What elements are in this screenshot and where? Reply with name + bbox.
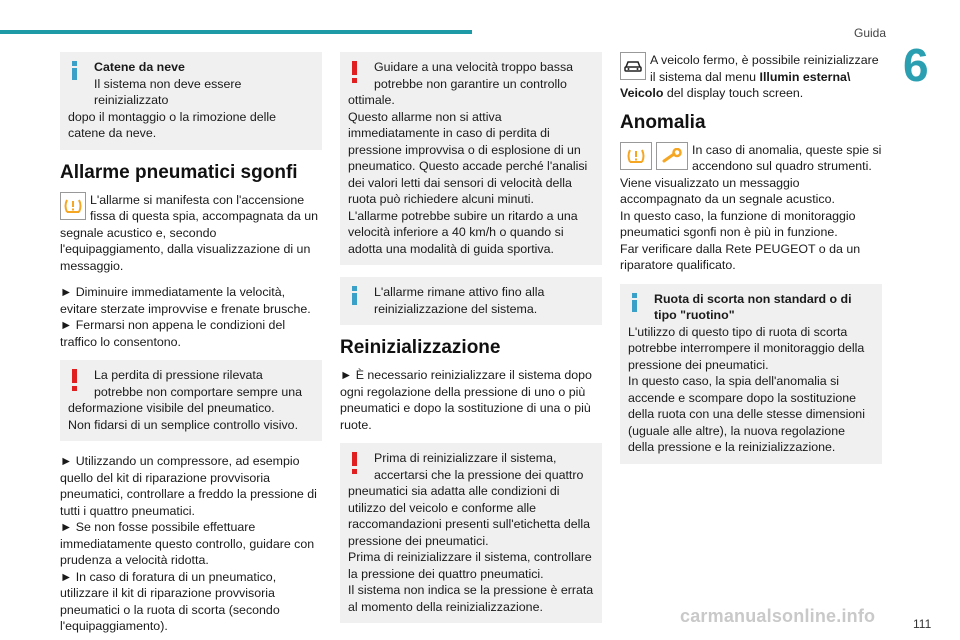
warning-icon [352, 452, 357, 474]
bullet-item: ► Diminuire immediatamente la velocità, evitare sterzate improvvise e frenate brusche. [60, 285, 311, 316]
alarm-text: L'allarme si manifesta con l'accensione fissa di questa spia, accompagnata da un [90, 192, 318, 223]
warning-text: ottimale. [348, 93, 395, 107]
info-box-text: Il sistema non deve essere reinizializzato [94, 76, 242, 107]
bullet-item: ► Utilizzando un compressore, ad esempio quello del kit di riparazione provvisoria pneumatici, controllare a freddo la pressione di tutti i quattro pneumatici. [60, 454, 317, 518]
warning-icon [72, 369, 77, 391]
info-box-title: Ruota di scorta non standard o di tipo "ruotino" [654, 291, 852, 322]
vehicle-text: del display touch screen. [663, 86, 804, 100]
info-icon [632, 293, 637, 313]
column-1 [60, 52, 322, 635]
bullet-item: ► È necessario reinizializzare il sistema dopo ogni regolazione della pressione di uno o più pneumatici e dopo la sostituzione di una o più ruote. [340, 368, 592, 432]
warning-text: La perdita di pressione rilevata potrebbe non comportare sempre una [94, 368, 303, 399]
info-box-snow-chains [60, 52, 322, 150]
anomaly-text: In questo caso, la funzione di monitoraggio pneumatici sgonfi non è più in funzione. [620, 208, 856, 239]
heading-alarm: Allarme pneumatici sgonfi [60, 161, 298, 183]
header-accent-bar [0, 30, 472, 34]
alarm-text: segnale acustico e, secondo l'equipaggiamento, dalla visualizzazione di un messaggio. [60, 225, 311, 273]
anomaly-description [620, 142, 882, 175]
chapter-number: 6 [903, 39, 929, 91]
alarm-description [60, 192, 322, 225]
column-2 [340, 52, 602, 635]
warning-text: Non fidarsi di un semplice controllo visivo. [68, 417, 299, 432]
info-icon [352, 286, 357, 306]
warning-text: L'allarme potrebbe subire un ritardo a una velocità inferiore a 40 km/h o quando si adotta una modalità di guida sportiva. [348, 208, 578, 256]
vehicle-text: A veicolo fermo, è possibile reinizializzare il sistema dal menu [650, 53, 879, 84]
warning-text: Prima di reinizializzare il sistema, accertarsi che la pressione dei quattro [374, 451, 584, 482]
bullet-item: ► Se non fosse possibile effettuare immediatamente questo controllo, guidare con prudenza a velocità ridotta. [60, 520, 315, 567]
info-box-spare-wheel [620, 284, 882, 464]
warning-text: Prima di reinizializzare il sistema, controllare la pressione dei quattro pneumatici. [348, 550, 592, 581]
section-title: Guida [854, 26, 887, 40]
warning-text: deformazione visibile del pneumatico. [68, 401, 275, 415]
warning-box-reset [340, 443, 602, 623]
info-box-text: In questo caso, la spia dell'anomalia si accende e scompare dopo la sostituzione della ruota con una delle stesse dimensioni (uguale alle altre), la nuova regolazione della pressione e la reinizializzazione. [628, 374, 865, 454]
warning-text: Guidare a una velocità troppo bassa potrebbe non garantire un controllo [374, 60, 574, 91]
vehicle-reset-row [620, 52, 882, 85]
heading-reset: Reinizializzazione [340, 337, 501, 358]
menu-path: Veicolo [620, 86, 664, 100]
car-icon [620, 52, 646, 80]
anomaly-text: In caso di anomalia, queste spie si accendono sul quadro strumenti. [692, 142, 882, 173]
info-box-title: Catene da neve [94, 60, 185, 74]
bullet-item: ► Fermarsi non appena le condizioni del traffico lo consentono. [60, 318, 286, 349]
warning-icon [352, 61, 357, 83]
menu-path: Illumin esterna\ [759, 69, 851, 84]
service-wrench-icon [656, 142, 688, 170]
column-3 [620, 52, 882, 476]
info-box-text: L'allarme rimane attivo fino alla reinizializzazione del sistema. [374, 285, 545, 316]
info-icon [72, 61, 77, 81]
info-box-alarm-active [340, 277, 602, 325]
warning-text: Questo allarme non si attiva immediatamente in caso di perdita di pressione improvvisa o di esplosione di un pneumatico. Questo accade perché l'analisi dei valori letti dai sensori di velocità della ruota può richiedere alcuni minuti. [348, 109, 588, 206]
warning-box-pressure [60, 360, 322, 441]
anomaly-text: Viene visualizzato un messaggio accompagnato da un segnale acustico. [620, 175, 835, 206]
warning-text: pneumatici sia adatta alle condizioni di utilizzo del veicolo e conforme alle raccomandazioni presenti sull'etichetta della pressione dei pneumatici. [348, 484, 591, 548]
heading-anomaly: Anomalia [620, 111, 706, 133]
warning-text: Il sistema non indica se la pressione è errata al momento della reinizializzazione. [348, 583, 594, 614]
tyre-pressure-warning-icon [60, 192, 86, 220]
info-box-text: dopo il montaggio o la rimozione delle catene da neve. [68, 109, 277, 140]
page-number: 111 [913, 617, 932, 631]
tyre-pressure-warning-icon [620, 142, 652, 170]
watermark: carmanualsonline.info [680, 606, 876, 626]
info-box-text: L'utilizzo di questo tipo di ruota di scorta potrebbe interrompere il monitoraggio della pressione dei pneumatici. [628, 324, 865, 372]
bullet-item: ► In caso di foratura di un pneumatico, utilizzare il kit di riparazione provvisoria pneumatici o la ruota di scorta (secondo l'equipaggiamento). [60, 569, 280, 633]
anomaly-text: Far verificare dalla Rete PEUGEOT o da un riparatore qualificato. [620, 241, 861, 272]
warning-box-speed [340, 52, 602, 265]
